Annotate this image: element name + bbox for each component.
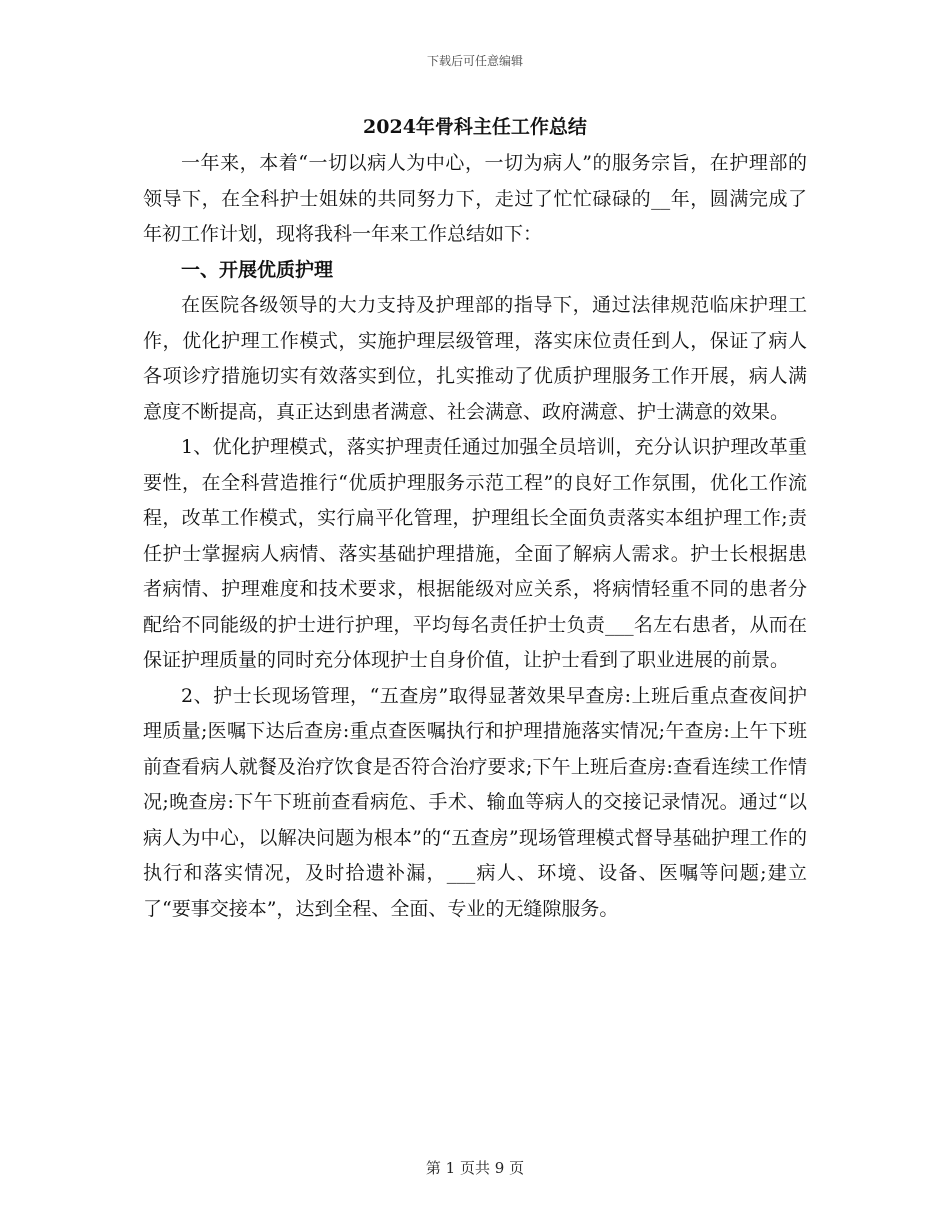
section-paragraph: 在医院各级领导的大力支持及护理部的指导下，通过法律规范临床护理工作，优化护理工作模式，实施护理层级管理，落实床位责任到人，保证了病人各项诊疗措施切实有效落实到位，扎实推动了优质护理服务工作开展，病人满意度不断提高，真正达到患者满意、社会满意、政府满意、护士满意的效果。 xyxy=(143,294,807,423)
intro-paragraph: 一年来，本着“一切以病人为中心，一切为病人”的服务宗旨，在护理部的领导下，在全科护士姐妹的共同努力下，走过了忙忙碌碌的__年，圆满完成了年初工作计划，现将我科一年来工作总结如下： xyxy=(143,152,807,245)
list-item-optimize-nursing-mode: 1、优化护理模式，落实护理责任通过加强全员培训，充分认识护理改革重要性，在全科营造推行“优质护理服务示范工程”的良好工作氛围，优化工作流程，改革工作模式，实行扁平化管理，护理组长全面负责落实本组护理工作;责任护士掌握病人病情、落实基础护理措施，全面了解病人需求。护士长根据患者病情、护理难度和技术要求，根据能级对应关系，将病情轻重不同的患者分配给不同能级的护士进行护理，平均每名责任护士负责___名左右患者，从而在保证护理质量的同时充分体现护士自身价值，让护士看到了职业进展的前景。 xyxy=(143,436,807,671)
section-heading-quality-nursing: 一、开展优质护理 xyxy=(181,258,334,281)
page-number: 第 1 页共 9 页 xyxy=(425,1159,525,1177)
page-header-note: 下载后可任意编辑 xyxy=(426,54,523,68)
list-item-head-nurse-rounds: 2、护士长现场管理，“五查房”取得显著效果早查房:上班后重点查夜间护理质量;医嘱下达后查房:重点查医嘱执行和护理措施落实情况;午查房:上午下班前查看病人就餐及治疗饮食是否符合治疗要求;下午上班后查房:查看连续工作情况;晚查房:下午下班前查看病危、手术、输血等病人的交接记录情况。通过“以病人为中心，以解决问题为根本”的“五查房”现场管理模式督导基础护理工作的执行和落实情况，及时拾遗补漏，___病人、环境、设备、医嘱等问题;建立了“要事交接本”，达到全程、全面、专业的无缝隙服务。 xyxy=(143,684,807,920)
document-title: 2024年骨科主任工作总结 xyxy=(363,116,587,138)
document-body xyxy=(143,110,807,927)
